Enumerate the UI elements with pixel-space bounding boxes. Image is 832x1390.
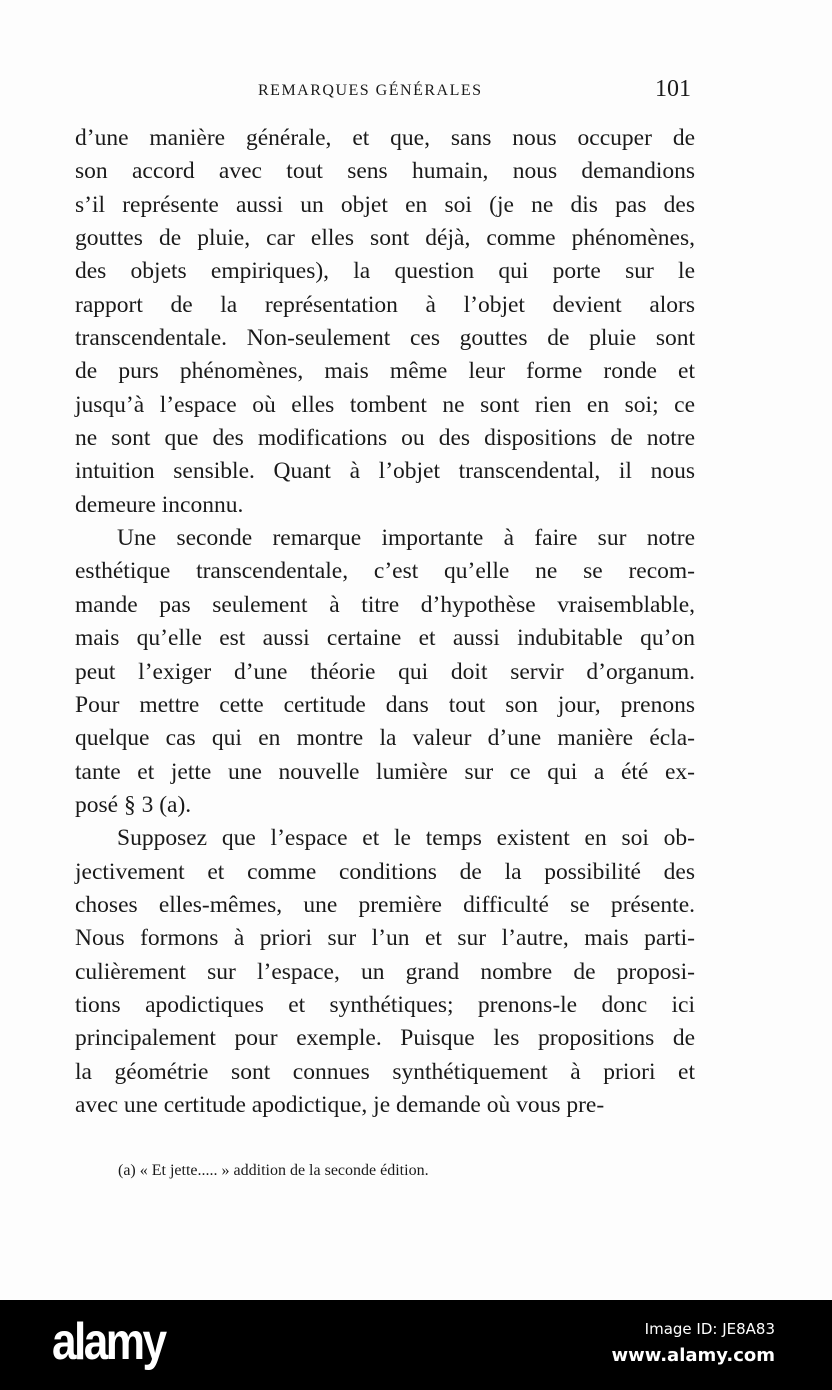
- text-line: de purs phénomènes, mais même leur forme ronde et: [75, 358, 695, 385]
- text-line: Une seconde remarque importante à faire sur notre: [117, 525, 695, 552]
- text-line: rapport de la représentation à l’objet devient alors: [75, 291, 695, 318]
- text-line: jusqu’à l’espace où elles tombent ne sont rien en soi; ce: [75, 391, 695, 418]
- text-line: d’une manière générale, et que, sans nous occuper de: [75, 125, 695, 151]
- alamy-logo: alamy: [52, 1313, 165, 1371]
- text-line: intuition sensible. Quant à l’objet transcendental, il nous: [75, 458, 695, 485]
- text-line: posé § 3 (a).: [75, 791, 192, 818]
- footnote: (a) « Et jette..... » addition de la seconde édition.: [118, 1162, 429, 1179]
- site-url: www.alamy.com: [611, 1345, 775, 1366]
- text-line: choses elles-mêmes, une première difficulté se présente.: [75, 891, 695, 918]
- image-id: Image ID: JE8A83: [644, 1320, 775, 1338]
- running-title: REMARQUES GÉNÉRALES: [258, 82, 483, 99]
- text-line: tante et jette une nouvelle lumière sur ce qui a été ex-: [75, 758, 695, 785]
- text-line: avec une certitude apodictique, je demande où vous pre-: [75, 1091, 605, 1118]
- text-line: s’il représente aussi un objet en soi (je ne dis pas des: [75, 191, 695, 218]
- text-line: mais qu’elle est aussi certaine et aussi indubitable qu’on: [75, 625, 695, 652]
- text-line: quelque cas qui en montre la valeur d’une manière écla-: [75, 725, 695, 752]
- text-line: gouttes de pluie, car elles sont déjà, comme phénomènes,: [75, 225, 695, 252]
- text-line: principalement pour exemple. Puisque les propositions de: [75, 1025, 695, 1052]
- text-line: peut l’exiger d’une théorie qui doit servir d’organum.: [75, 658, 695, 685]
- text-line: Nous formons à priori sur l’un et sur l’autre, mais parti-: [75, 925, 695, 952]
- text-line: Supposez que l’espace et le temps existent en soi ob-: [117, 825, 695, 852]
- body-text: [75, 122, 695, 1122]
- text-line: son accord avec tout sens humain, nous demandions: [75, 158, 695, 185]
- text-line: mande pas seulement à titre d’hypothèse vraisemblable,: [75, 591, 695, 618]
- text-line: des objets empiriques), la question qui porte sur le: [75, 258, 695, 285]
- text-line: esthétique transcendentale, c’est qu’elle ne se recom-: [75, 558, 695, 585]
- text-line: la géométrie sont connues synthétiquement à priori et: [75, 1058, 695, 1085]
- text-line: culièrement sur l’espace, un grand nombre de proposi-: [75, 958, 695, 985]
- text-line: jectivement et comme conditions de la possibilité des: [75, 858, 695, 885]
- watermark-footer: [0, 1300, 832, 1390]
- text-line: Pour mettre cette certitude dans tout son jour, prenons: [75, 691, 695, 718]
- page-number: 101: [655, 76, 691, 102]
- text-line: tions apodictiques et synthétiques; prenons-le donc ici: [75, 991, 695, 1018]
- text-line: transcendentale. Non-seulement ces gouttes de pluie sont: [75, 325, 695, 352]
- text-line: ne sont que des modifications ou des dispositions de notre: [75, 425, 695, 452]
- text-line: demeure inconnu.: [75, 491, 244, 518]
